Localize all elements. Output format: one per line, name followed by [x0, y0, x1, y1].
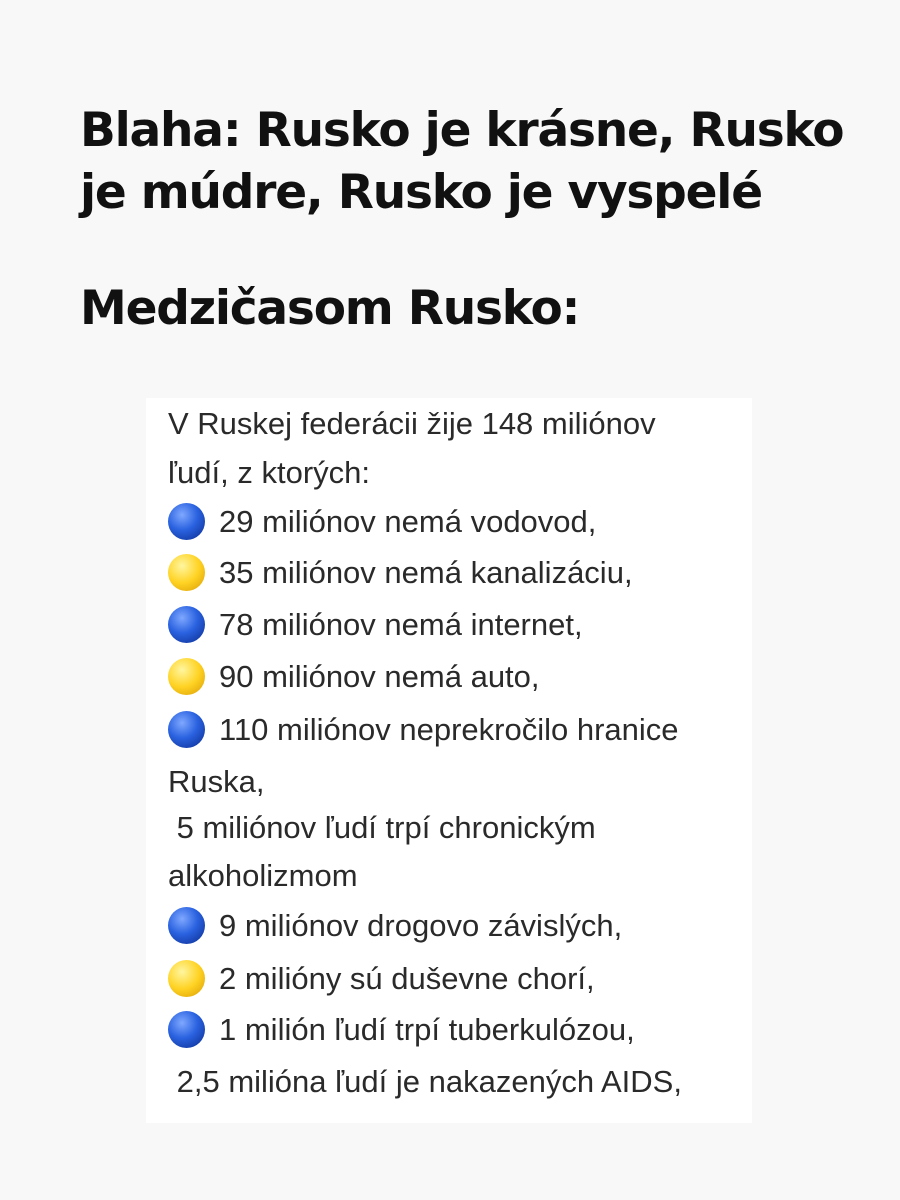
- blue-circle-icon: [168, 503, 205, 540]
- yellow-circle-icon: [168, 658, 205, 695]
- blue-circle-icon: [168, 606, 205, 643]
- list-item-text: 78 miliónov nemá internet,: [219, 607, 583, 642]
- blue-circle-icon: [168, 711, 205, 748]
- list-item-text: 35 miliónov nemá kanalizáciu,: [219, 555, 633, 590]
- list-item: [168, 496, 752, 548]
- list-item: [168, 900, 752, 952]
- list-item-text: 9 miliónov drogovo závislých,: [219, 908, 623, 943]
- list-item: [168, 599, 752, 651]
- intro-line-2: ľudí, z ktorých:: [168, 455, 370, 490]
- list-item-text: 110 miliónov neprekročilo hranice: [219, 712, 679, 747]
- blue-circle-icon: [168, 1011, 205, 1048]
- headline: [80, 100, 880, 224]
- list-item-text: 90 miliónov nemá auto,: [219, 659, 540, 694]
- list-item-text: 1 milión ľudí trpí tuberkulózou,: [219, 1012, 635, 1047]
- yellow-circle-icon: [168, 554, 205, 591]
- list-item: 5 miliónov ľudí trpí chronickým: [168, 810, 596, 845]
- list-item-text: 29 miliónov nemá vodovod,: [219, 504, 597, 539]
- list-item-text: 2 milióny sú duševne chorí,: [219, 961, 595, 996]
- list-item-continuation: alkoholizmom: [168, 858, 358, 893]
- list-item: [168, 1004, 752, 1056]
- list-item: [168, 651, 752, 703]
- list-item: [168, 953, 752, 1005]
- subheadline: Medzičasom Rusko:: [80, 281, 580, 336]
- list-item-continuation: Ruska,: [168, 764, 265, 799]
- statistics-card: [146, 398, 752, 1123]
- headline-line-2: je múdre, Rusko je vyspelé: [80, 165, 762, 220]
- list-item: 2,5 milióna ľudí je nakazených AIDS,: [168, 1064, 682, 1099]
- intro-line-1: V Ruskej federácii žije 148 miliónov: [168, 406, 656, 441]
- headline-line-1: Blaha: Rusko je krásne, Rusko: [80, 103, 844, 158]
- list-item: [168, 547, 752, 599]
- list-item: [168, 704, 752, 756]
- blue-circle-icon: [168, 907, 205, 944]
- yellow-circle-icon: [168, 960, 205, 997]
